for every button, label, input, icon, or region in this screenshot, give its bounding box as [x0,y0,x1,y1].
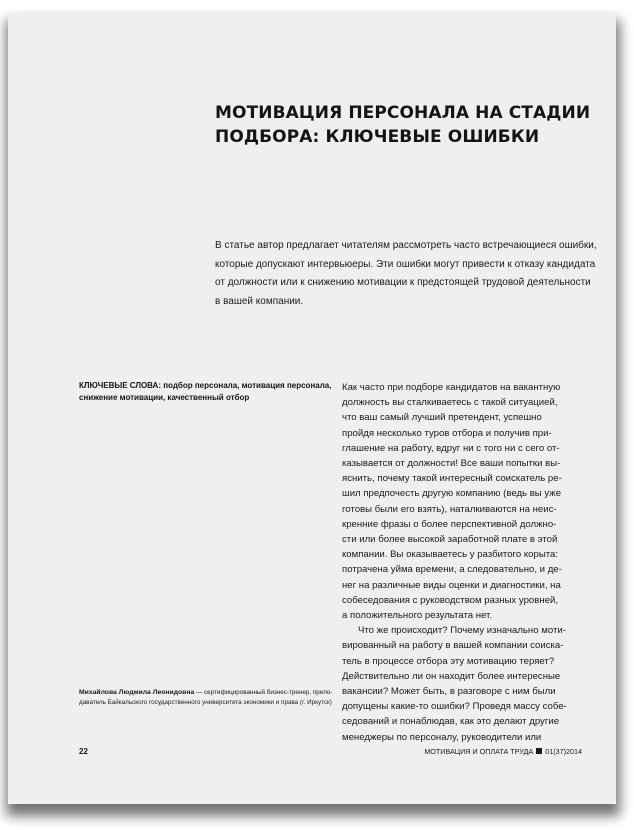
body-line: готовы были его взять), наталкиваются на неис- [342,503,557,515]
body-line: тель в процессе отбора эту мотивацию теряет? [342,655,555,667]
journal-name: МОТИВАЦИЯ И ОПЛАТА ТРУДА [424,747,534,756]
lead-line: от должности или к снижению мотивации к предстоящей трудовой деятельности [215,277,591,288]
body-line: должность вы сталкиваетесь с такой ситуацией, [342,397,558,409]
author-description: — сертифицированный бизнес-тренер, препо- [194,689,333,696]
body-line: собеседования с руководством разных уровней, [342,594,559,606]
body-line: вакансии? Может быть, в разговоре с ним были [342,686,556,698]
keywords-block [79,380,332,404]
square-bullet-icon [536,748,542,754]
article-title [215,101,595,149]
lead-line: которые допускают интервьюеры. Эти ошибки могут привести к отказу кандидата [215,258,596,270]
body-line: седований и понаблюдав, как это делают другие [342,716,560,728]
author-line [79,688,341,698]
body-line: допущены какие-то ошибки? Проведя массу собе- [342,701,567,713]
body-line: менеджеры по персоналу, руководители или [342,731,542,743]
body-line: пройдя несколько туров отбора и получив при- [342,427,552,439]
body-line: Как часто при подборе кандидатов на вакантную [342,382,561,393]
body-line: Действительно ли он находит более интересные [342,670,561,682]
journal-issue: 01(37)2014 [545,747,582,756]
body-line: глашение на работу, вдруг ни с того ни с сего от- [342,442,560,454]
body-line: кренние фразы о более перспективной должно- [342,518,557,530]
body-line: шил предпочесть другую компанию (ведь вы уже [342,488,562,500]
author-name: Михайлова Людмила Леонидовна [79,689,195,696]
author-info [79,688,341,708]
article-lead [215,237,605,311]
body-line: что ваш самый лучший претендент, успешно [342,412,542,424]
lead-line: в вашей компании. [215,295,304,307]
body-line: Что же происходит? Почему изначально моти- [358,625,566,637]
body-line: яснить, почему такой интересный соискатель ре- [342,473,562,485]
body-line: сти или более высокой заработной плате в этой [342,534,558,546]
title-line: МОТИВАЦИЯ ПЕРСОНАЛА НА СТАДИИ [215,103,591,123]
keywords-line: КЛЮЧЕВЫЕ СЛОВА: подбор персонала, мотивация персонала, [79,381,332,390]
keywords-line: снижение мотивации, качественный отбор [79,393,250,402]
body-line: нег на различные виды оценки и диагностики, на [342,579,561,591]
article-body [342,380,602,745]
page-number: 22 [79,747,88,756]
body-line: казывается от должности! Все ваши попытки вы- [342,458,561,470]
body-line: потрачена уйма времени, а следовательно, и де- [342,564,562,576]
body-line: а положительного результата нет. [342,610,493,622]
body-line: вированный на работу в вашей компании соиска- [342,640,564,652]
author-description-line: даватель Байкальского государственного университета экономики и права (г. Иркутск) [79,699,332,706]
document-page [8,12,616,804]
body-line: компании. Вы оказываетесь у разбитого корыта: [342,549,559,561]
journal-footer [424,747,582,756]
title-line: ПОДБОРА: КЛЮЧЕВЫЕ ОШИБКИ [215,127,540,147]
lead-line: В статье автор предлагает читателям рассмотреть часто встречающиеся ошибки, [215,240,597,251]
